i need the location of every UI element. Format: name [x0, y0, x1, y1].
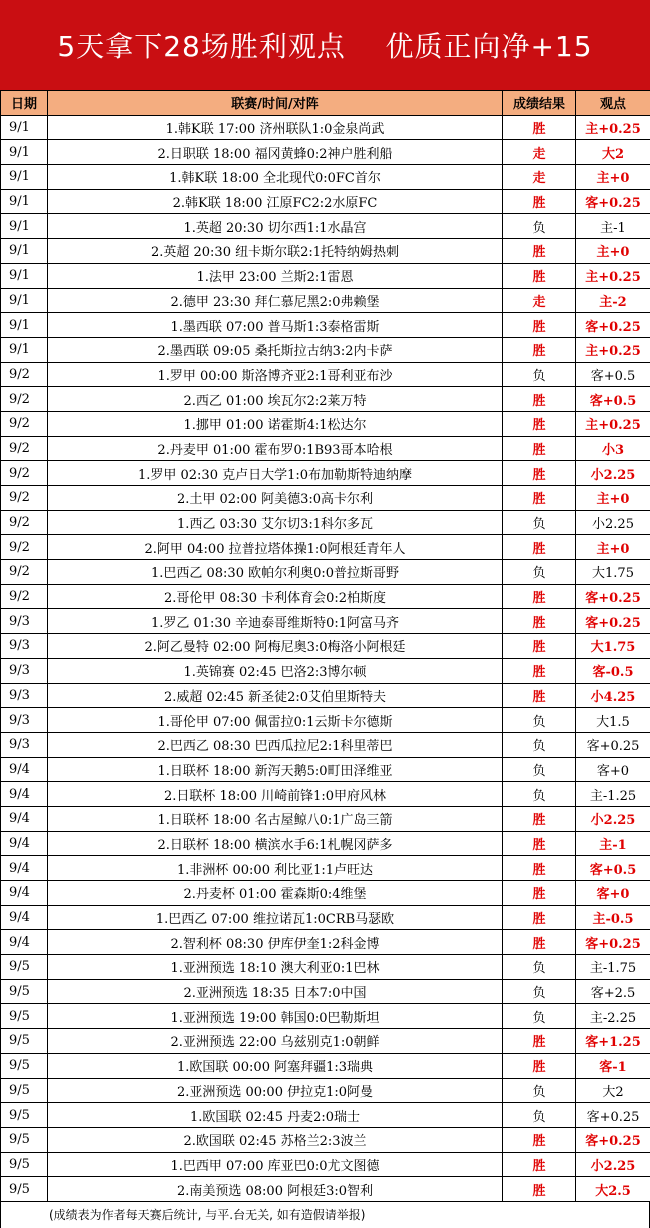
row-match: 2.墨西联 09:05 桑托斯拉古纳3:2内卡萨 — [48, 337, 503, 362]
banner-title: 5天拿下28场胜利观点 优质正向净+15 — [0, 0, 650, 90]
row-view: 主+0 — [576, 165, 650, 190]
row-match: 2.阿甲 04:00 拉普拉塔体操1:0阿根廷青年人 — [48, 535, 503, 560]
row-date: 9/1 — [1, 239, 48, 264]
table-row — [1, 1127, 650, 1152]
row-date: 9/5 — [1, 1004, 48, 1029]
row-match: 1.巴西甲 07:00 库亚巴0:0尤文图德 — [48, 1152, 503, 1177]
row-match: 2.哥伦甲 08:30 卡利体育会0:2柏斯度 — [48, 584, 503, 609]
row-match: 2.土甲 02:00 阿美德3:0高卡尔利 — [48, 486, 503, 511]
table-row — [1, 362, 650, 387]
row-date: 9/5 — [1, 1053, 48, 1078]
row-result: 负 — [503, 757, 576, 782]
row-match: 1.挪甲 01:00 诺霍斯4:1松达尔 — [48, 411, 503, 436]
row-result: 胜 — [503, 905, 576, 930]
row-view: 客+2.5 — [576, 979, 650, 1004]
row-match: 2.日职联 18:00 福冈黄蜂0:2神户胜利船 — [48, 140, 503, 165]
row-result: 负 — [503, 362, 576, 387]
table-row — [1, 732, 650, 757]
table-row — [1, 658, 650, 683]
row-match: 1.罗甲 02:30 克卢日大学1:0布加勒斯特迪纳摩 — [48, 461, 503, 486]
row-view: 主+0.25 — [576, 115, 650, 140]
row-match: 1.英超 20:30 切尔西1:1水晶宫 — [48, 214, 503, 239]
table-row — [1, 1177, 650, 1202]
row-result: 走 — [503, 165, 576, 190]
table-row — [1, 1078, 650, 1103]
row-match: 1.哥伦甲 07:00 佩雷拉0:1云斯卡尔德斯 — [48, 708, 503, 733]
table-row — [1, 387, 650, 412]
row-date: 9/3 — [1, 732, 48, 757]
row-result: 负 — [503, 560, 576, 585]
row-match: 1.日联杯 18:00 名古屋鲸八0:1广岛三箭 — [48, 806, 503, 831]
row-match: 1.罗乙 01:30 辛迪泰哥维斯特0:1阿富马齐 — [48, 609, 503, 634]
row-result: 胜 — [503, 1029, 576, 1054]
table-row — [1, 461, 650, 486]
row-result: 负 — [503, 1103, 576, 1128]
row-match: 1.非洲杯 00:00 利比亚1:1卢旺达 — [48, 856, 503, 881]
row-date: 9/2 — [1, 436, 48, 461]
row-date: 9/4 — [1, 930, 48, 955]
table-row — [1, 1152, 650, 1177]
row-date: 9/2 — [1, 486, 48, 511]
table-row — [1, 782, 650, 807]
table-row — [1, 881, 650, 906]
row-date: 9/1 — [1, 313, 48, 338]
row-match: 1.巴西乙 08:30 欧帕尔利奥0:0普拉斯哥野 — [48, 560, 503, 585]
table-row — [1, 263, 650, 288]
row-match: 2.韩K联 18:00 江原FC2:2水原FC — [48, 189, 503, 214]
row-view: 小2.25 — [576, 461, 650, 486]
row-result: 胜 — [503, 658, 576, 683]
table-row — [1, 140, 650, 165]
row-match: 2.丹麦杯 01:00 霍森斯0:4维堡 — [48, 881, 503, 906]
row-match: 1.韩K联 18:00 全北现代0:0FC首尔 — [48, 165, 503, 190]
row-result: 胜 — [503, 461, 576, 486]
row-date: 9/5 — [1, 1152, 48, 1177]
table-row — [1, 214, 650, 239]
row-view: 客+0.25 — [576, 313, 650, 338]
row-result: 胜 — [503, 1177, 576, 1202]
row-date: 9/1 — [1, 288, 48, 313]
row-match: 2.欧国联 02:45 苏格兰2:3波兰 — [48, 1127, 503, 1152]
row-view: 主-2 — [576, 288, 650, 313]
row-match: 2.丹麦甲 01:00 霍布罗0:1B93哥本哈根 — [48, 436, 503, 461]
row-date: 9/2 — [1, 584, 48, 609]
row-view: 客+0.25 — [576, 1103, 650, 1128]
row-result: 负 — [503, 510, 576, 535]
row-result: 胜 — [503, 930, 576, 955]
row-view: 小4.25 — [576, 683, 650, 708]
row-view: 大1.75 — [576, 560, 650, 585]
row-view: 小2.25 — [576, 510, 650, 535]
table-row — [1, 806, 650, 831]
table-row — [1, 115, 650, 140]
row-view: 主-1 — [576, 214, 650, 239]
row-date: 9/5 — [1, 955, 48, 980]
table-row — [1, 560, 650, 585]
row-result: 胜 — [503, 535, 576, 560]
row-date: 9/5 — [1, 979, 48, 1004]
row-match: 1.韩K联 17:00 济州联队1:0金泉尚武 — [48, 115, 503, 140]
row-match: 2.巴西乙 08:30 巴西瓜拉尼2:1科里蒂巴 — [48, 732, 503, 757]
row-view: 客+0.25 — [576, 189, 650, 214]
row-view: 主+0 — [576, 486, 650, 511]
row-view: 客+0 — [576, 881, 650, 906]
header-view: 观点 — [576, 91, 650, 116]
row-match: 1.墨西联 07:00 普马斯1:3泰格雷斯 — [48, 313, 503, 338]
row-result: 胜 — [503, 1053, 576, 1078]
table-row — [1, 288, 650, 313]
row-match: 2.亚洲预选 18:35 日本7:0中国 — [48, 979, 503, 1004]
row-view: 客-0.5 — [576, 658, 650, 683]
row-date: 9/2 — [1, 560, 48, 585]
row-date: 9/4 — [1, 757, 48, 782]
row-result: 负 — [503, 782, 576, 807]
table-row — [1, 411, 650, 436]
row-result: 胜 — [503, 239, 576, 264]
row-result: 负 — [503, 708, 576, 733]
results-table — [0, 90, 650, 1202]
row-date: 9/4 — [1, 881, 48, 906]
row-result: 胜 — [503, 263, 576, 288]
row-match: 1.法甲 23:00 兰斯2:1雷恩 — [48, 263, 503, 288]
table-row — [1, 189, 650, 214]
table-row — [1, 1029, 650, 1054]
header-result: 成绩结果 — [503, 91, 576, 116]
table-row — [1, 239, 650, 264]
row-date: 9/1 — [1, 214, 48, 239]
row-view: 客-1 — [576, 1053, 650, 1078]
row-match: 1.巴西乙 07:00 维拉诺瓦1:0CRB马瑟欧 — [48, 905, 503, 930]
row-date: 9/2 — [1, 411, 48, 436]
row-view: 主+0 — [576, 535, 650, 560]
row-view: 客+0.25 — [576, 609, 650, 634]
table-row — [1, 708, 650, 733]
row-match: 1.亚洲预选 19:00 韩国0:0巴勒斯坦 — [48, 1004, 503, 1029]
header-match: 联赛/时间/对阵 — [48, 91, 503, 116]
row-match: 2.英超 20:30 纽卡斯尔联2:1托特纳姆热刺 — [48, 239, 503, 264]
row-result: 胜 — [503, 313, 576, 338]
table-row — [1, 979, 650, 1004]
table-row — [1, 337, 650, 362]
table-row — [1, 486, 650, 511]
row-view: 大2.5 — [576, 1177, 650, 1202]
row-result: 胜 — [503, 634, 576, 659]
table-row — [1, 535, 650, 560]
row-date: 9/3 — [1, 634, 48, 659]
table-row — [1, 1053, 650, 1078]
row-result: 胜 — [503, 881, 576, 906]
row-view: 小2.25 — [576, 806, 650, 831]
row-view: 大2 — [576, 140, 650, 165]
row-date: 9/4 — [1, 831, 48, 856]
row-date: 9/2 — [1, 535, 48, 560]
row-date: 9/5 — [1, 1127, 48, 1152]
row-result: 胜 — [503, 337, 576, 362]
table-row — [1, 1004, 650, 1029]
row-result: 胜 — [503, 411, 576, 436]
row-match: 1.英锦赛 02:45 巴洛2:3博尔顿 — [48, 658, 503, 683]
row-match: 1.欧国联 02:45 丹麦2:0瑞士 — [48, 1103, 503, 1128]
row-result: 胜 — [503, 831, 576, 856]
row-date: 9/1 — [1, 115, 48, 140]
row-view: 客+0.5 — [576, 362, 650, 387]
row-result: 负 — [503, 1004, 576, 1029]
row-match: 2.德甲 23:30 拜仁慕尼黑2:0弗赖堡 — [48, 288, 503, 313]
row-result: 负 — [503, 1078, 576, 1103]
row-result: 负 — [503, 214, 576, 239]
row-date: 9/2 — [1, 387, 48, 412]
row-match: 2.西乙 01:00 埃瓦尔2:2莱万特 — [48, 387, 503, 412]
row-result: 走 — [503, 288, 576, 313]
row-result: 胜 — [503, 584, 576, 609]
row-date: 9/1 — [1, 140, 48, 165]
table-row — [1, 905, 650, 930]
row-date: 9/3 — [1, 708, 48, 733]
row-date: 9/3 — [1, 683, 48, 708]
row-view: 主+0.25 — [576, 263, 650, 288]
table-row — [1, 683, 650, 708]
row-date: 9/1 — [1, 263, 48, 288]
table-row — [1, 634, 650, 659]
row-result: 胜 — [503, 486, 576, 511]
row-view: 主+0.25 — [576, 337, 650, 362]
row-match: 2.南美预选 08:00 阿根廷3:0智利 — [48, 1177, 503, 1202]
row-match: 2.亚洲预选 00:00 伊拉克1:0阿曼 — [48, 1078, 503, 1103]
row-view: 客+0.5 — [576, 387, 650, 412]
row-result: 胜 — [503, 436, 576, 461]
row-view: 客+1.25 — [576, 1029, 650, 1054]
row-view: 客+0.5 — [576, 856, 650, 881]
table-row — [1, 856, 650, 881]
row-result: 胜 — [503, 1152, 576, 1177]
row-date: 9/4 — [1, 856, 48, 881]
row-view: 主-1 — [576, 831, 650, 856]
row-result: 胜 — [503, 856, 576, 881]
row-match: 2.阿乙曼特 02:00 阿梅尼奥3:0梅洛小阿根廷 — [48, 634, 503, 659]
row-date: 9/5 — [1, 1029, 48, 1054]
row-view: 大1.5 — [576, 708, 650, 733]
row-view: 主+0.25 — [576, 411, 650, 436]
row-date: 9/1 — [1, 189, 48, 214]
table-row — [1, 930, 650, 955]
row-match: 1.罗甲 00:00 斯洛博齐亚2:1哥利亚布沙 — [48, 362, 503, 387]
row-date: 9/5 — [1, 1078, 48, 1103]
row-view: 主-2.25 — [576, 1004, 650, 1029]
table-row — [1, 609, 650, 634]
row-result: 负 — [503, 955, 576, 980]
row-date: 9/1 — [1, 165, 48, 190]
row-view: 主-1.25 — [576, 782, 650, 807]
header-date: 日期 — [1, 91, 48, 116]
table-row — [1, 165, 650, 190]
row-date: 9/1 — [1, 337, 48, 362]
row-view: 小3 — [576, 436, 650, 461]
row-view: 主-1.75 — [576, 955, 650, 980]
table-row — [1, 510, 650, 535]
row-view: 主-0.5 — [576, 905, 650, 930]
row-date: 9/5 — [1, 1103, 48, 1128]
row-view: 大2 — [576, 1078, 650, 1103]
table-row — [1, 831, 650, 856]
row-match: 2.威超 02:45 新圣徒2:0艾伯里斯特夫 — [48, 683, 503, 708]
row-date: 9/2 — [1, 461, 48, 486]
row-result: 负 — [503, 732, 576, 757]
table-row — [1, 955, 650, 980]
row-date: 9/4 — [1, 782, 48, 807]
table-row — [1, 1103, 650, 1128]
row-date: 9/3 — [1, 609, 48, 634]
row-date: 9/3 — [1, 658, 48, 683]
row-result: 胜 — [503, 189, 576, 214]
row-view: 大1.75 — [576, 634, 650, 659]
row-view: 客+0.25 — [576, 930, 650, 955]
row-match: 2.智利杯 08:30 伊库伊奎1:2科金博 — [48, 930, 503, 955]
row-view: 小2.25 — [576, 1152, 650, 1177]
row-view: 客+0.25 — [576, 732, 650, 757]
row-result: 胜 — [503, 387, 576, 412]
row-match: 2.日联杯 18:00 横滨水手6:1札幌冈萨多 — [48, 831, 503, 856]
row-date: 9/4 — [1, 806, 48, 831]
row-result: 胜 — [503, 115, 576, 140]
row-date: 9/2 — [1, 362, 48, 387]
row-result: 胜 — [503, 1127, 576, 1152]
table-row — [1, 584, 650, 609]
table-row — [1, 436, 650, 461]
row-view: 客+0.25 — [576, 1127, 650, 1152]
row-date: 9/4 — [1, 905, 48, 930]
row-date: 9/2 — [1, 510, 48, 535]
row-match: 1.亚洲预选 18:10 澳大利亚0:1巴林 — [48, 955, 503, 980]
row-match: 1.欧国联 00:00 阿塞拜疆1:3瑞典 — [48, 1053, 503, 1078]
row-result: 胜 — [503, 683, 576, 708]
table-header-row — [1, 91, 650, 116]
row-match: 1.日联杯 18:00 新泻天鹅5:0町田泽维亚 — [48, 757, 503, 782]
row-result: 胜 — [503, 806, 576, 831]
row-date: 9/5 — [1, 1177, 48, 1202]
row-result: 负 — [503, 979, 576, 1004]
footer-note: (成绩表为作者每天赛后统计, 与平.台无关, 如有造假请举报) — [0, 1202, 650, 1228]
row-view: 客+0 — [576, 757, 650, 782]
row-result: 走 — [503, 140, 576, 165]
row-match: 2.日联杯 18:00 川崎前锋1:0甲府风林 — [48, 782, 503, 807]
table-row — [1, 757, 650, 782]
row-match: 2.亚洲预选 22:00 乌兹别克1:0朝鲜 — [48, 1029, 503, 1054]
table-row — [1, 313, 650, 338]
row-result: 胜 — [503, 609, 576, 634]
row-match: 1.西乙 03:30 艾尔切3:1科尔多瓦 — [48, 510, 503, 535]
row-view: 客+0.25 — [576, 584, 650, 609]
row-view: 主+0 — [576, 239, 650, 264]
